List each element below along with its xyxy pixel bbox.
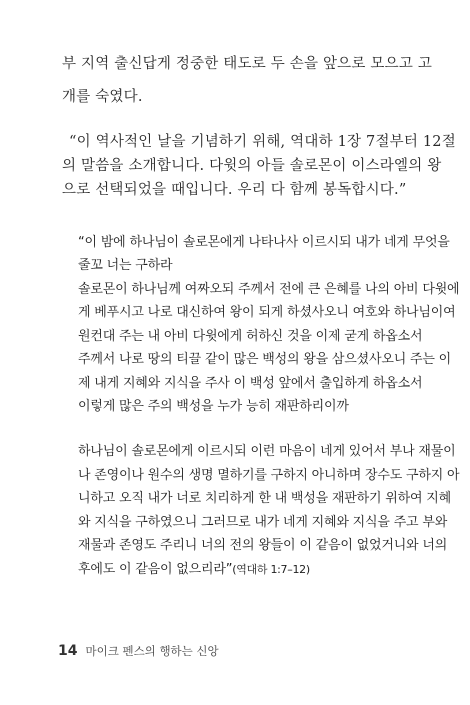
- scripture-line: 와 지식을 구하였으니 그러므로 내가 네게 지혜와 지식을 주고 부와: [78, 515, 448, 530]
- body-line: 부 지역 출신답게 정중한 태도로 두 손을 앞으로 모으고 고: [62, 56, 433, 72]
- body-line: “이 역사적인 날을 기념하기 위해, 역대하 1장 7절부터 12절: [69, 134, 456, 150]
- scripture-line: 나 존영이나 원수의 생명 멸하기를 구하지 아니하며 장수도 구하지 아: [78, 468, 460, 483]
- scripture-line: 솔로몬이 하나님께 여짜오되 주께서 전에 큰 은혜를 나의 아비 다윗에: [78, 282, 460, 297]
- scripture-line: 게 베푸시고 나로 대신하여 왕이 되게 하셨사오니 여호와 하나님이여: [78, 305, 456, 320]
- scripture-line: 주께서 나로 땅의 티끌 같이 많은 백성의 왕을 삼으셨사오니 주는 이: [78, 352, 451, 367]
- scripture-line: 줄꼬 너는 구하라: [78, 258, 173, 273]
- body-line: 으로 선택되었을 때입니다. 우리 다 함께 봉독합시다.”: [62, 182, 407, 198]
- scripture-citation: (역대하 1:7–12): [232, 563, 310, 576]
- running-title: 마이크 펜스의 행하는 신앙: [85, 644, 219, 658]
- body-line: 개를 숙였다.: [62, 89, 143, 105]
- scripture-line: 하나님이 솔로몬에게 이르시되 이런 마음이 네게 있어서 부나 재물이: [78, 444, 456, 459]
- scripture-last-line: [78, 563, 310, 576]
- scripture-line-text: 후에도 이 같음이 없으리라”: [78, 562, 233, 577]
- body-line: 의 말씀을 소개합니다. 다윗의 아들 솔로몬이 이스라엘의 왕: [62, 158, 442, 174]
- scripture-line: 재물과 존영도 주리니 너의 전의 왕들이 이 같음이 없었거니와 너의: [78, 538, 448, 553]
- page-number: 14: [58, 643, 78, 659]
- page-footer: [58, 640, 219, 659]
- scripture-line: 이렇게 많은 주의 백성을 누가 능히 재판하리이까: [78, 399, 349, 414]
- scripture-line: 원컨대 주는 내 아비 다윗에게 허하신 것을 이제 굳게 하옵소서: [78, 329, 423, 344]
- scripture-line: 제 내게 지혜와 지식을 주사 이 백성 앞에서 출입하게 하옵소서: [78, 376, 423, 391]
- scripture-line: 니하고 오직 내가 너로 치리하게 한 내 백성을 재판하기 위하여 지혜: [78, 491, 451, 506]
- scripture-line: “이 밤에 하나님이 솔로몬에게 나타나사 이르시되 내가 네게 무엇을: [78, 235, 450, 250]
